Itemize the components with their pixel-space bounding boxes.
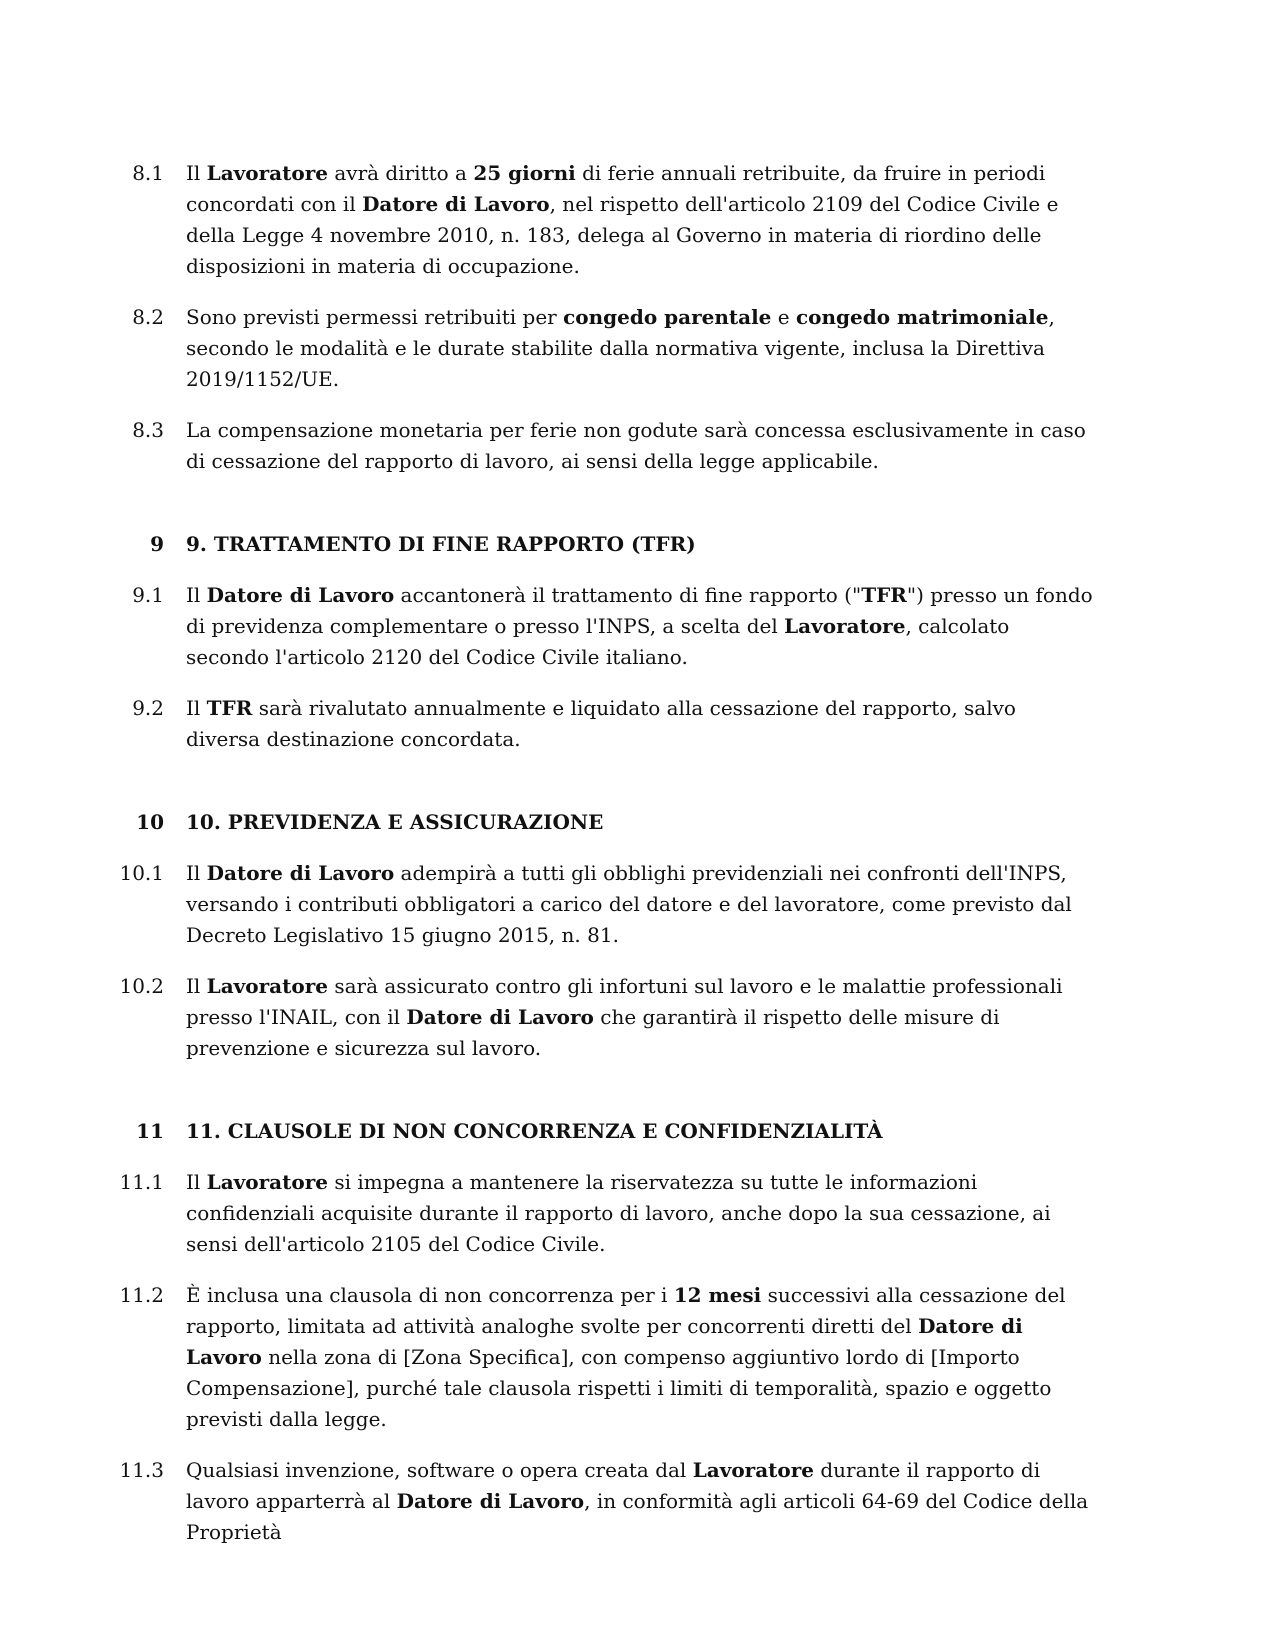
section-heading-9 [0, 529, 1275, 560]
section-heading-10 [0, 807, 1275, 838]
clause-8-2 [0, 302, 1275, 395]
clause-10-1 [0, 858, 1275, 951]
clause-number: 9.2 [132, 696, 164, 720]
clause-text [186, 1167, 1096, 1260]
bold-term: congedo matrimoniale [795, 305, 1049, 329]
bold-term: TFR [861, 583, 907, 607]
clause-number: 11.3 [119, 1458, 164, 1482]
bold-term: Lavoratore [784, 614, 906, 638]
clause-number: 8.3 [132, 418, 164, 442]
text-run: accantonerà il trattamento di fine rapporto (" [394, 583, 862, 607]
text-run: si impegna a mantenere la riservatezza su tutte le informazioni confidenziali acquisite durante il rapporto di lavoro, anche dopo la sua cessazione, ai sensi dell'articolo 2105 del Codice Civile. [186, 1170, 1051, 1256]
clause-text [186, 693, 1096, 755]
text-run: Il [186, 583, 207, 607]
text-run: , secondo le modalità e le durate stabilite dalla normativa vigente, inclusa la Direttiva 2019/1152/UE. [186, 305, 1055, 391]
bold-term: Datore di Lavoro [406, 1005, 594, 1029]
clause-text [186, 415, 1096, 477]
clause-11-1 [0, 1167, 1275, 1260]
text-run: adempirà a tutti gli obblighi previdenziali nei confronti dell'INPS, versando i contributi obbligatori a carico del datore e del lavoratore, come previsto dal Decreto Legislativo 15 giugno 2015, n. 81. [186, 861, 1072, 947]
text-run: Sono previsti permessi retribuiti per [186, 305, 564, 329]
bold-term: TFR [206, 696, 253, 720]
clause-text [186, 302, 1096, 395]
text-run: ") presso un fondo di previdenza complementare o presso l'INPS, a scelta del [186, 583, 1093, 638]
clause-number: 11.2 [119, 1283, 164, 1307]
clause-8-3 [0, 415, 1275, 477]
clause-text [186, 1455, 1096, 1548]
bold-term: Datore di Lavoro [186, 1314, 1023, 1369]
text-run: sarà rivalutato annualmente e liquidato alla cessazione del rapporto, salvo diversa destinazione concordata. [186, 696, 1016, 751]
text-run: È inclusa una clausola di non concorrenza per i [186, 1283, 674, 1307]
clause-11-2 [0, 1280, 1275, 1435]
bold-term: Lavoratore [692, 1458, 815, 1482]
text-run: successivi alla cessazione del rapporto, limitata ad attività analoghe svolte per concorrenti diretti del [186, 1283, 1066, 1338]
text-run: , nel rispetto dell'articolo 2109 del Codice Civile e della Legge 4 novembre 2010, n. 183, delega al Governo in materia di riordino delle disposizioni in materia di occupazione. [186, 192, 1059, 278]
text-run: sarà assicurato contro gli infortuni sul lavoro e le malattie professionali presso l'INAIL, con il [186, 974, 1063, 1029]
section-title: 10. PREVIDENZA E ASSICURAZIONE [186, 810, 604, 834]
text-run: Qualsiasi invenzione, software o opera creata dal [186, 1458, 693, 1482]
clause-number: 8.2 [132, 305, 164, 329]
clause-10-2 [0, 971, 1275, 1064]
text-run: , in conformità agli articoli 64-69 del Codice della Proprietà [186, 1489, 1089, 1544]
bold-term: congedo parentale [563, 305, 772, 329]
document-page [0, 158, 1275, 1568]
bold-term: Lavoratore [206, 1170, 328, 1194]
section-number: 9 [150, 532, 164, 556]
clause-number: 10.1 [119, 861, 164, 885]
clause-text [186, 158, 1096, 282]
clause-9-1 [0, 580, 1275, 673]
text-run: e [771, 305, 796, 329]
text-run: durante il rapporto di lavoro apparterrà al [186, 1458, 1041, 1513]
text-run: Il [186, 161, 207, 185]
clause-number: 8.1 [132, 161, 164, 185]
text-run: Il [186, 861, 207, 885]
text-run: Il [186, 1170, 207, 1194]
text-run: Il [186, 974, 207, 998]
section-title: 9. TRATTAMENTO DI FINE RAPPORTO (TFR) [186, 532, 696, 556]
clause-8-1 [0, 158, 1275, 282]
text-run: La compensazione monetaria per ferie non godute sarà concessa esclusivamente in caso di cessazione del rapporto di lavoro, ai sensi della legge applicabile. [186, 418, 1086, 473]
text-run: che garantirà il rispetto delle misure di prevenzione e sicurezza sul lavoro. [186, 1005, 1000, 1060]
text-run: Il [186, 696, 207, 720]
bold-term: Lavoratore [206, 161, 328, 185]
clause-number: 11.1 [119, 1170, 164, 1194]
clause-text [186, 858, 1096, 951]
clause-text [186, 580, 1096, 673]
clause-number: 10.2 [119, 974, 164, 998]
text-run: avrà diritto a [327, 161, 474, 185]
clause-11-3 [0, 1455, 1275, 1548]
section-title: 11. CLAUSOLE DI NON CONCORRENZA E CONFIDENZIALITÀ [186, 1119, 883, 1143]
section-number: 11 [136, 1119, 164, 1143]
bold-term: 12 mesi [673, 1283, 762, 1307]
clause-number: 9.1 [132, 583, 164, 607]
bold-term: Lavoratore [206, 974, 328, 998]
clause-text [186, 971, 1096, 1064]
bold-term: Datore di Lavoro [396, 1489, 585, 1513]
section-number: 10 [136, 810, 164, 834]
section-heading-11 [0, 1116, 1275, 1147]
bold-term: Datore di Lavoro [362, 192, 550, 216]
bold-term: Datore di Lavoro [206, 583, 395, 607]
clause-9-2 [0, 693, 1275, 755]
text-run: di ferie annuali retribuite, da fruire in periodi concordati con il [186, 161, 1046, 216]
clause-text [186, 1280, 1096, 1435]
text-run: , calcolato secondo l'articolo 2120 del Codice Civile italiano. [186, 614, 1010, 669]
bold-term: Datore di Lavoro [206, 861, 395, 885]
text-run: nella zona di [Zona Specifica], con compenso aggiuntivo lordo di [Importo Compensazione], purché tale clausola rispetti i limiti di temporalità, spazio e oggetto previsti dalla legge. [186, 1345, 1052, 1431]
bold-term: 25 giorni [473, 161, 576, 185]
